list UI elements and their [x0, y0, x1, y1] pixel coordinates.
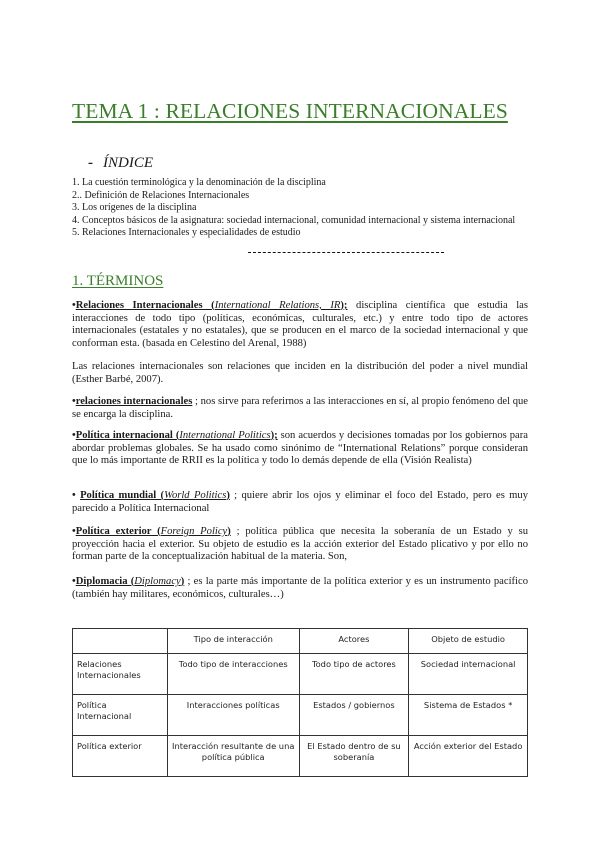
table-cell: Todo tipo de actores	[299, 654, 409, 695]
paragraph-diplomacia: •Diplomacia (Diplomacy) ; es la parte más importante de la política exterior y es un instrumento pacífico (también hay militares, económicos, culturales…)	[72, 576, 528, 600]
table-cell: Sociedad internacional	[409, 654, 528, 695]
table-cell: Política exterior	[73, 736, 168, 777]
table-cell: Interacción resultante de una política pública	[167, 736, 299, 777]
paragraph-politica-mundial: • Política mundial (World Politics) ; quiere abrir los ojos y eliminar el foco del Estado, pero es muy parecido a Política Internacional	[72, 490, 529, 514]
table-row	[73, 736, 528, 777]
comparison-table	[72, 628, 528, 777]
table-cell: Interacciones políticas	[167, 695, 299, 736]
table-cell: Todo tipo de interacciones	[167, 654, 299, 695]
dashed-divider	[248, 252, 444, 253]
table-cell: Estados / gobiernos	[299, 695, 409, 736]
table-row	[73, 695, 528, 736]
table-cell: Política Internacional	[73, 695, 168, 736]
table-cell: Sistema de Estados *	[409, 695, 528, 736]
table-of-contents	[72, 177, 528, 240]
table-cell: Relaciones Internacionales	[73, 654, 168, 695]
table-header-cell: Actores	[299, 629, 409, 654]
page-title: TEMA 1 : RELACIONES INTERNACIONALES	[72, 99, 508, 123]
table-cell: Acción exterior del Estado	[409, 736, 528, 777]
paragraph-relaciones-internacionales: •Relaciones Internacionales (International Relations, IR); disciplina científica que estudia las interacciones de todo tipo (políticas, económicas, culturales, etc.) y entre todo tipo de actores internacionales (estatales y no estatales), que se producen en el marco de la sociedad internacional y que conforman esta. (basada en Celestino del Arenal, 1988)	[72, 300, 528, 350]
table-row	[73, 654, 528, 695]
table-header-cell	[73, 629, 168, 654]
section-heading: 1. TÉRMINOS	[72, 273, 164, 289]
paragraph-politica-exterior: •Política exterior (Foreign Policy) ; política pública que necesita la soberanía de un Estado y su proyección hacia el exterior. Su objeto de estudio es la acción exterior del Estado plicativo y por ello no forman parte de la conceptualización habitual de la materia. Son,	[72, 526, 528, 563]
toc-item: 1. La cuestión terminológica y la denominación de la disciplina	[72, 177, 326, 188]
table-header-cell: Tipo de interacción	[167, 629, 299, 654]
paragraph-barbe: Las relaciones internacionales son relaciones que inciden en la distribución del poder a nivel mundial (Esther Barbé, 2007).	[72, 361, 528, 385]
toc-item: 5. Relaciones Internacionales y especialidades de estudio	[72, 227, 301, 239]
toc-item: 3. Los orígenes de la disciplina	[72, 202, 197, 214]
index-label: ÍNDICE	[103, 155, 153, 171]
toc-item: 2.. Definición de Relaciones Internacionales	[72, 189, 250, 201]
index-dash: -	[88, 155, 93, 171]
paragraph-relaciones-minuscula: •relaciones internacionales ; nos sirve para referirnos a las interacciones en sí, al propio fenómeno del que se encarga la disciplina.	[72, 396, 528, 420]
table-cell: El Estado dentro de su soberanía	[299, 736, 409, 777]
paragraph-politica-internacional: •Política internacional (International Politics); son acuerdos y decisiones tomadas por los gobiernos para abordar problemas globales. Se ha usado como sinónimo de “International Relations” porque consideran que lo más importante de RRII es la política y todo lo demás depende de ella (Visión Realista)	[72, 430, 528, 467]
index-heading	[88, 155, 153, 172]
table-header-row	[73, 629, 528, 654]
table-header-cell: Objeto de estudio	[409, 629, 528, 654]
toc-item: 4. Conceptos básicos de la asignatura: sociedad internacional, comunidad internacional y sistema internacional	[72, 214, 516, 226]
